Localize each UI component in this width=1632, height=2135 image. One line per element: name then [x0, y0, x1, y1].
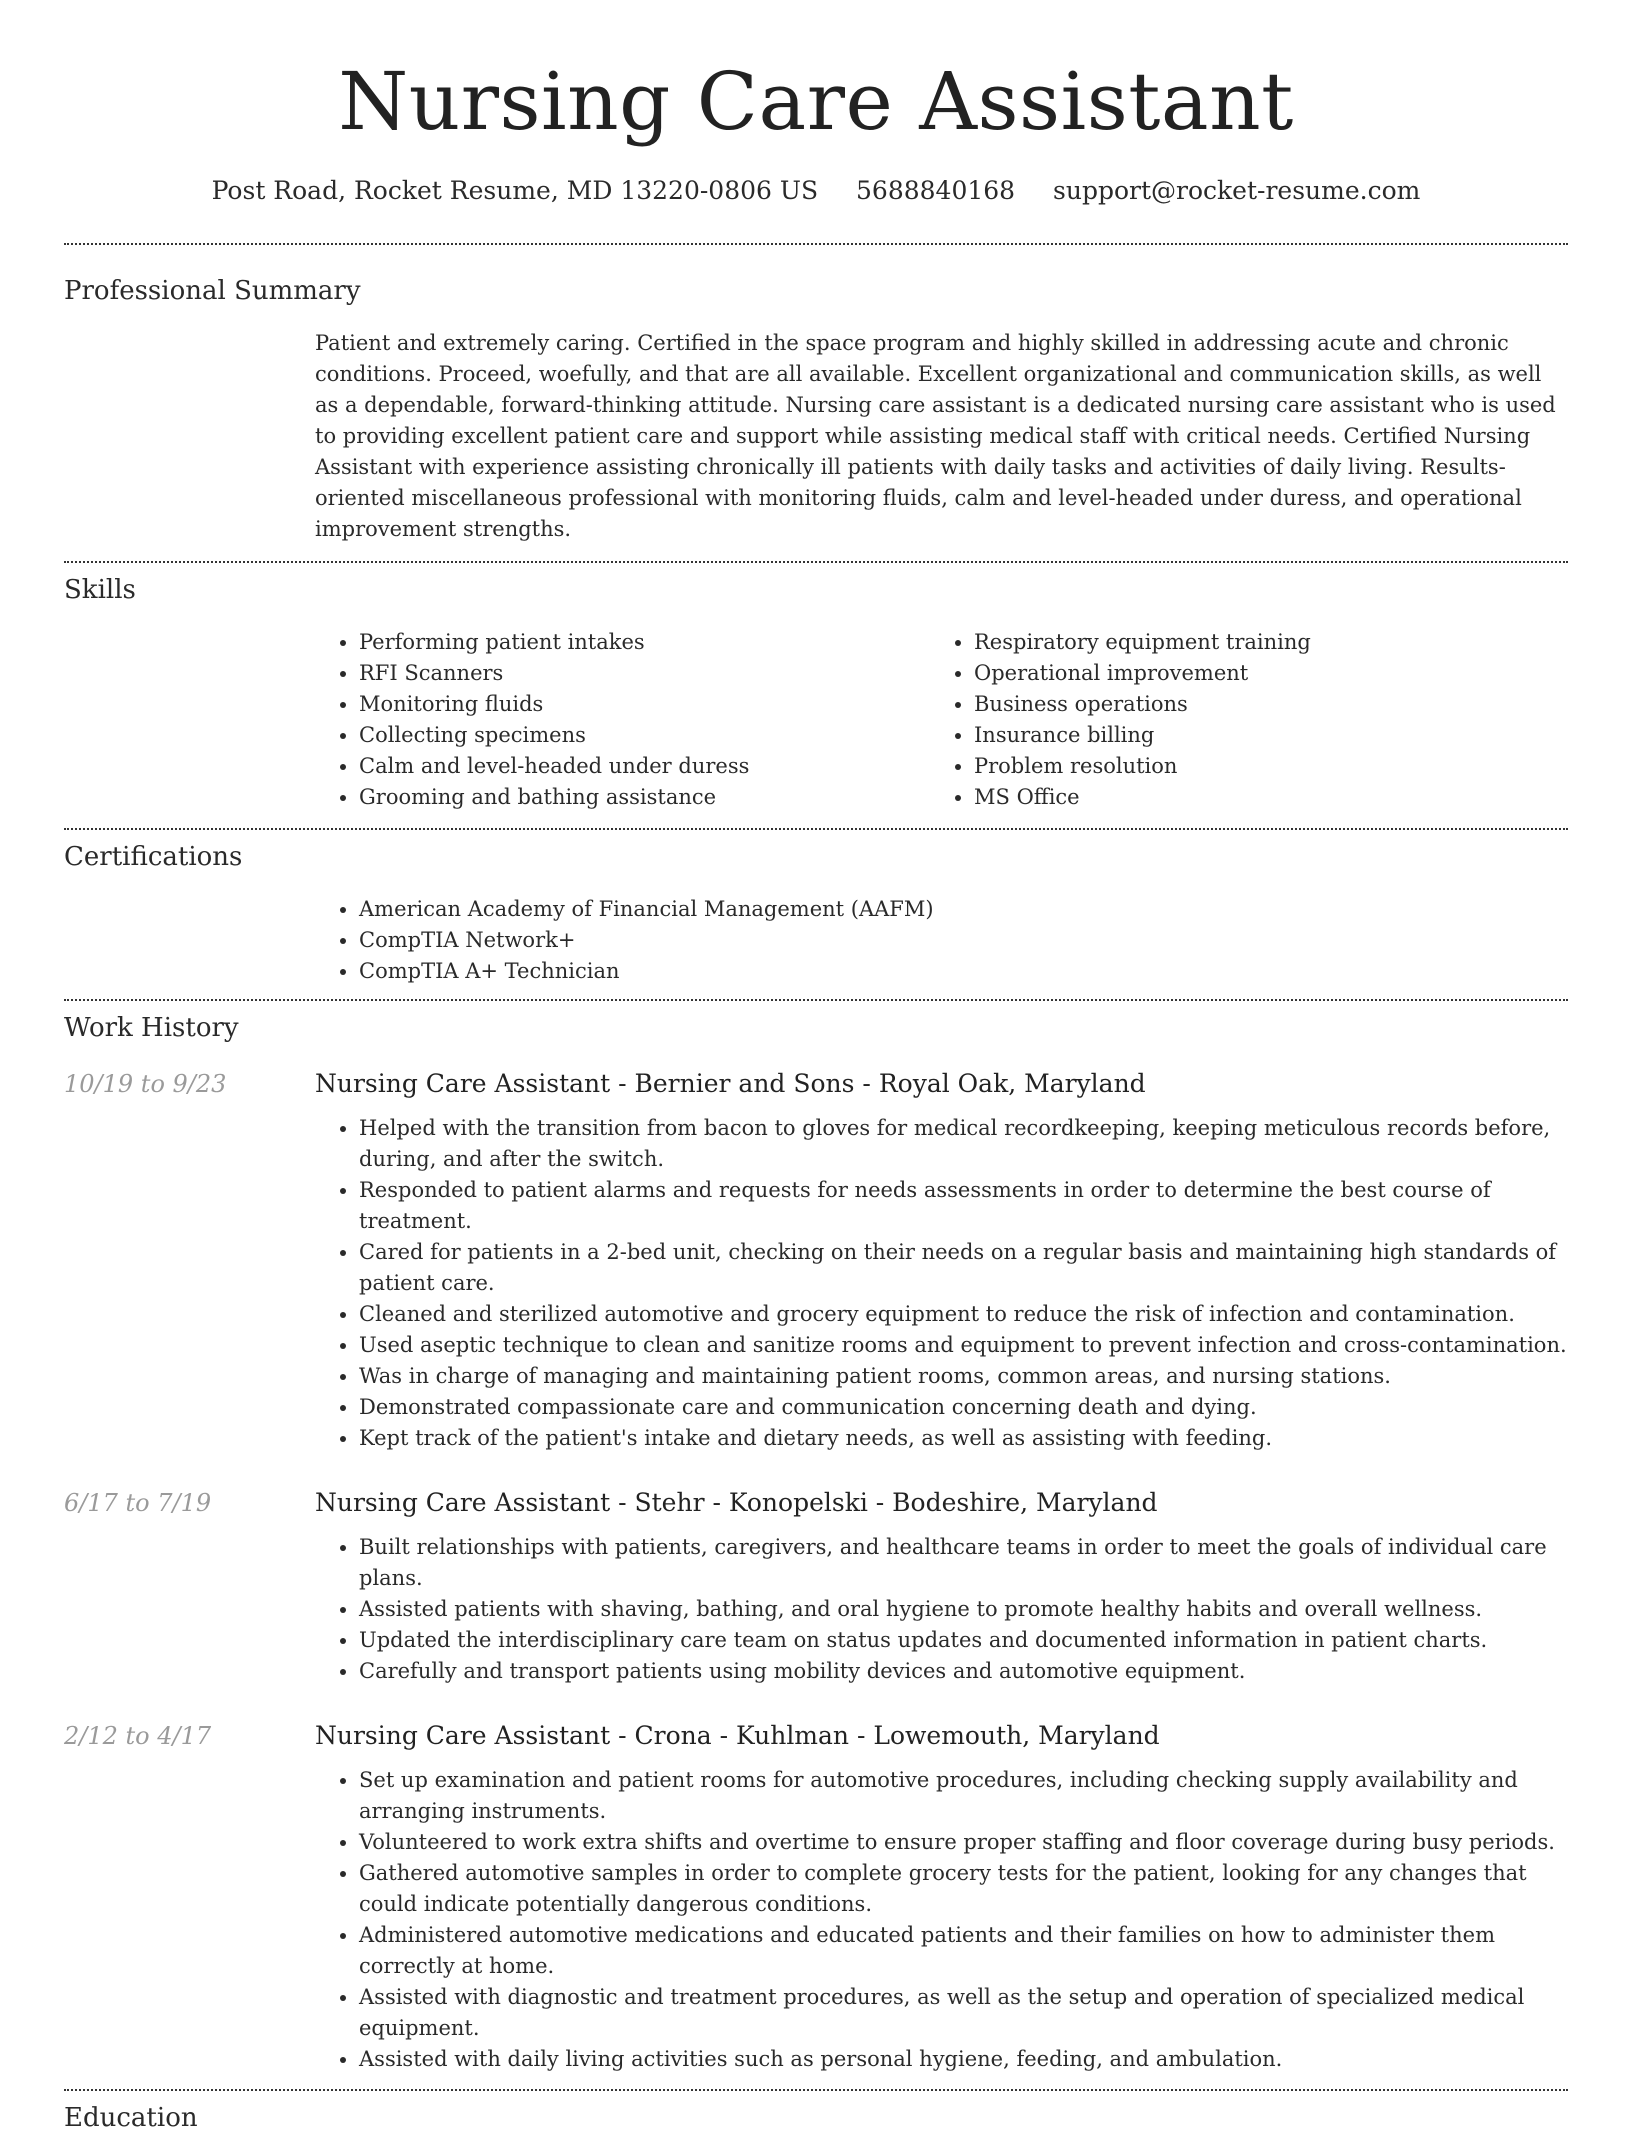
contact-phone: 5688840168 [856, 176, 1016, 205]
skills-section [64, 563, 1568, 828]
job-bullet: • Updated the interdisciplinary care team on status updates and documented information in patient charts. [359, 1625, 1568, 1656]
job-entry [64, 1719, 1568, 2089]
skill-item: • RFI Scanners [359, 658, 930, 689]
contact-line [64, 174, 1568, 208]
section-title-certifications: Certifications [64, 842, 243, 872]
job-bullets [315, 1532, 1568, 1687]
job-title: Nursing Care Assistant - Bernier and Sons - Royal Oak, Maryland [315, 1069, 1146, 1098]
job-bullet: • Helped with the transition from bacon to gloves for medical recordkeeping, keeping meticulous records before, during, and after the switch. [359, 1113, 1568, 1175]
skills-list-right [930, 627, 1545, 813]
skill-item: • Collecting specimens [359, 720, 930, 751]
certification-item: • American Academy of Financial Management (AAFM) [359, 894, 1568, 925]
section-title-education: Education [64, 2103, 198, 2133]
candidate-name: Nursing Care Assistant [338, 55, 1294, 148]
job-title: Nursing Care Assistant - Crona - Kuhlman - Lowemouth, Maryland [315, 1721, 1160, 1750]
skill-item: • Operational improvement [974, 658, 1545, 689]
section-title-work-history: Work History [64, 1013, 239, 1043]
certification-item: • CompTIA Network+ [359, 925, 1568, 956]
section-title-skills: Skills [64, 575, 136, 605]
job-bullet: • Used aseptic technique to clean and sanitize rooms and equipment to prevent infection and cross-contamination. [359, 1330, 1568, 1361]
skill-item: • Grooming and bathing assistance [359, 782, 930, 813]
resume-header [64, 0, 1568, 208]
job-bullet: • Assisted patients with shaving, bathing, and oral hygiene to promote healthy habits and overall wellness. [359, 1594, 1568, 1625]
job-bullets [315, 1765, 1568, 2075]
section-title-summary: Professional Summary [64, 276, 361, 306]
skill-item: • Business operations [974, 689, 1545, 720]
job-bullet: • Kept track of the patient's intake and dietary needs, as well as assisting with feeding. [359, 1423, 1568, 1454]
skill-item: • Monitoring fluids [359, 689, 930, 720]
job-bullet: • Demonstrated compassionate care and communication concerning death and dying. [359, 1392, 1568, 1423]
job-dates: 2/12 to 4/17 [64, 1722, 212, 1750]
skill-item: • Insurance billing [974, 720, 1545, 751]
job-bullet: • Volunteered to work extra shifts and overtime to ensure proper staffing and floor coverage during busy periods. [359, 1827, 1568, 1858]
summary-text: Patient and extremely caring. Certified in the space program and highly skilled in addressing acute and chronic conditions. Proceed, woefully, and that are all available. Excellent organizational and communication skills, as well as a dependable, forward-thinking attitude. Nursing care assistant is a dedicated nursing care assistant who is used to providing excellent patient care and support while assisting medical staff with critical needs. Certified Nursing Assistant with experience assisting chronically ill patients with daily tasks and activities of daily living. Results-oriented miscellaneous professional with monitoring fluids, calm and level-headed under duress, and operational improvement strengths. [315, 331, 1556, 541]
job-entry [64, 1486, 1568, 1687]
skill-item: • Problem resolution [974, 751, 1545, 782]
job-bullet: • Set up examination and patient rooms for automotive procedures, including checking supply availability and arranging instruments. [359, 1765, 1568, 1827]
skill-item: • Calm and level-headed under duress [359, 751, 930, 782]
job-bullet: • Cleaned and sterilized automotive and grocery equipment to reduce the risk of infection and contamination. [359, 1299, 1568, 1330]
contact-email: support@rocket-resume.com [1053, 176, 1421, 205]
skill-item: • Performing patient intakes [359, 627, 930, 658]
job-bullet: • Gathered automotive samples in order to complete grocery tests for the patient, looking for any changes that could indicate potentially dangerous conditions. [359, 1858, 1568, 1920]
education-section [64, 2091, 1568, 2135]
certification-item: • CompTIA A+ Technician [359, 956, 1568, 987]
summary-section [64, 245, 1568, 561]
skill-item: • MS Office [974, 782, 1545, 813]
certifications-list [315, 894, 1568, 987]
skill-item: • Respiratory equipment training [974, 627, 1545, 658]
job-entry [64, 1067, 1568, 1454]
work-history-section [64, 1001, 1568, 2089]
job-bullet: • Assisted with daily living activities such as personal hygiene, feeding, and ambulation. [359, 2044, 1568, 2075]
skills-list-left [315, 627, 930, 813]
job-bullets [315, 1113, 1568, 1454]
job-bullet: • Carefully and transport patients using mobility devices and automotive equipment. [359, 1656, 1568, 1687]
job-bullet: • Administered automotive medications and educated patients and their families on how to administer them correctly at home. [359, 1920, 1568, 1982]
certifications-section [64, 830, 1568, 999]
contact-address: Post Road, Rocket Resume, MD 13220-0806 US [211, 176, 819, 205]
job-bullet: • Built relationships with patients, caregivers, and healthcare teams in order to meet the goals of individual care plans. [359, 1532, 1568, 1594]
job-bullet: • Was in charge of managing and maintaining patient rooms, common areas, and nursing stations. [359, 1361, 1568, 1392]
job-bullet: • Assisted with diagnostic and treatment procedures, as well as the setup and operation of specialized medical equipment. [359, 1982, 1568, 2044]
job-dates: 6/17 to 7/19 [64, 1489, 212, 1517]
job-title: Nursing Care Assistant - Stehr - Konopelski - Bodeshire, Maryland [315, 1488, 1158, 1517]
job-bullet: • Cared for patients in a 2-bed unit, checking on their needs on a regular basis and maintaining high standards of patient care. [359, 1237, 1568, 1299]
job-bullet: • Responded to patient alarms and requests for needs assessments in order to determine the best course of treatment. [359, 1175, 1568, 1237]
job-dates: 10/19 to 9/23 [64, 1070, 227, 1098]
